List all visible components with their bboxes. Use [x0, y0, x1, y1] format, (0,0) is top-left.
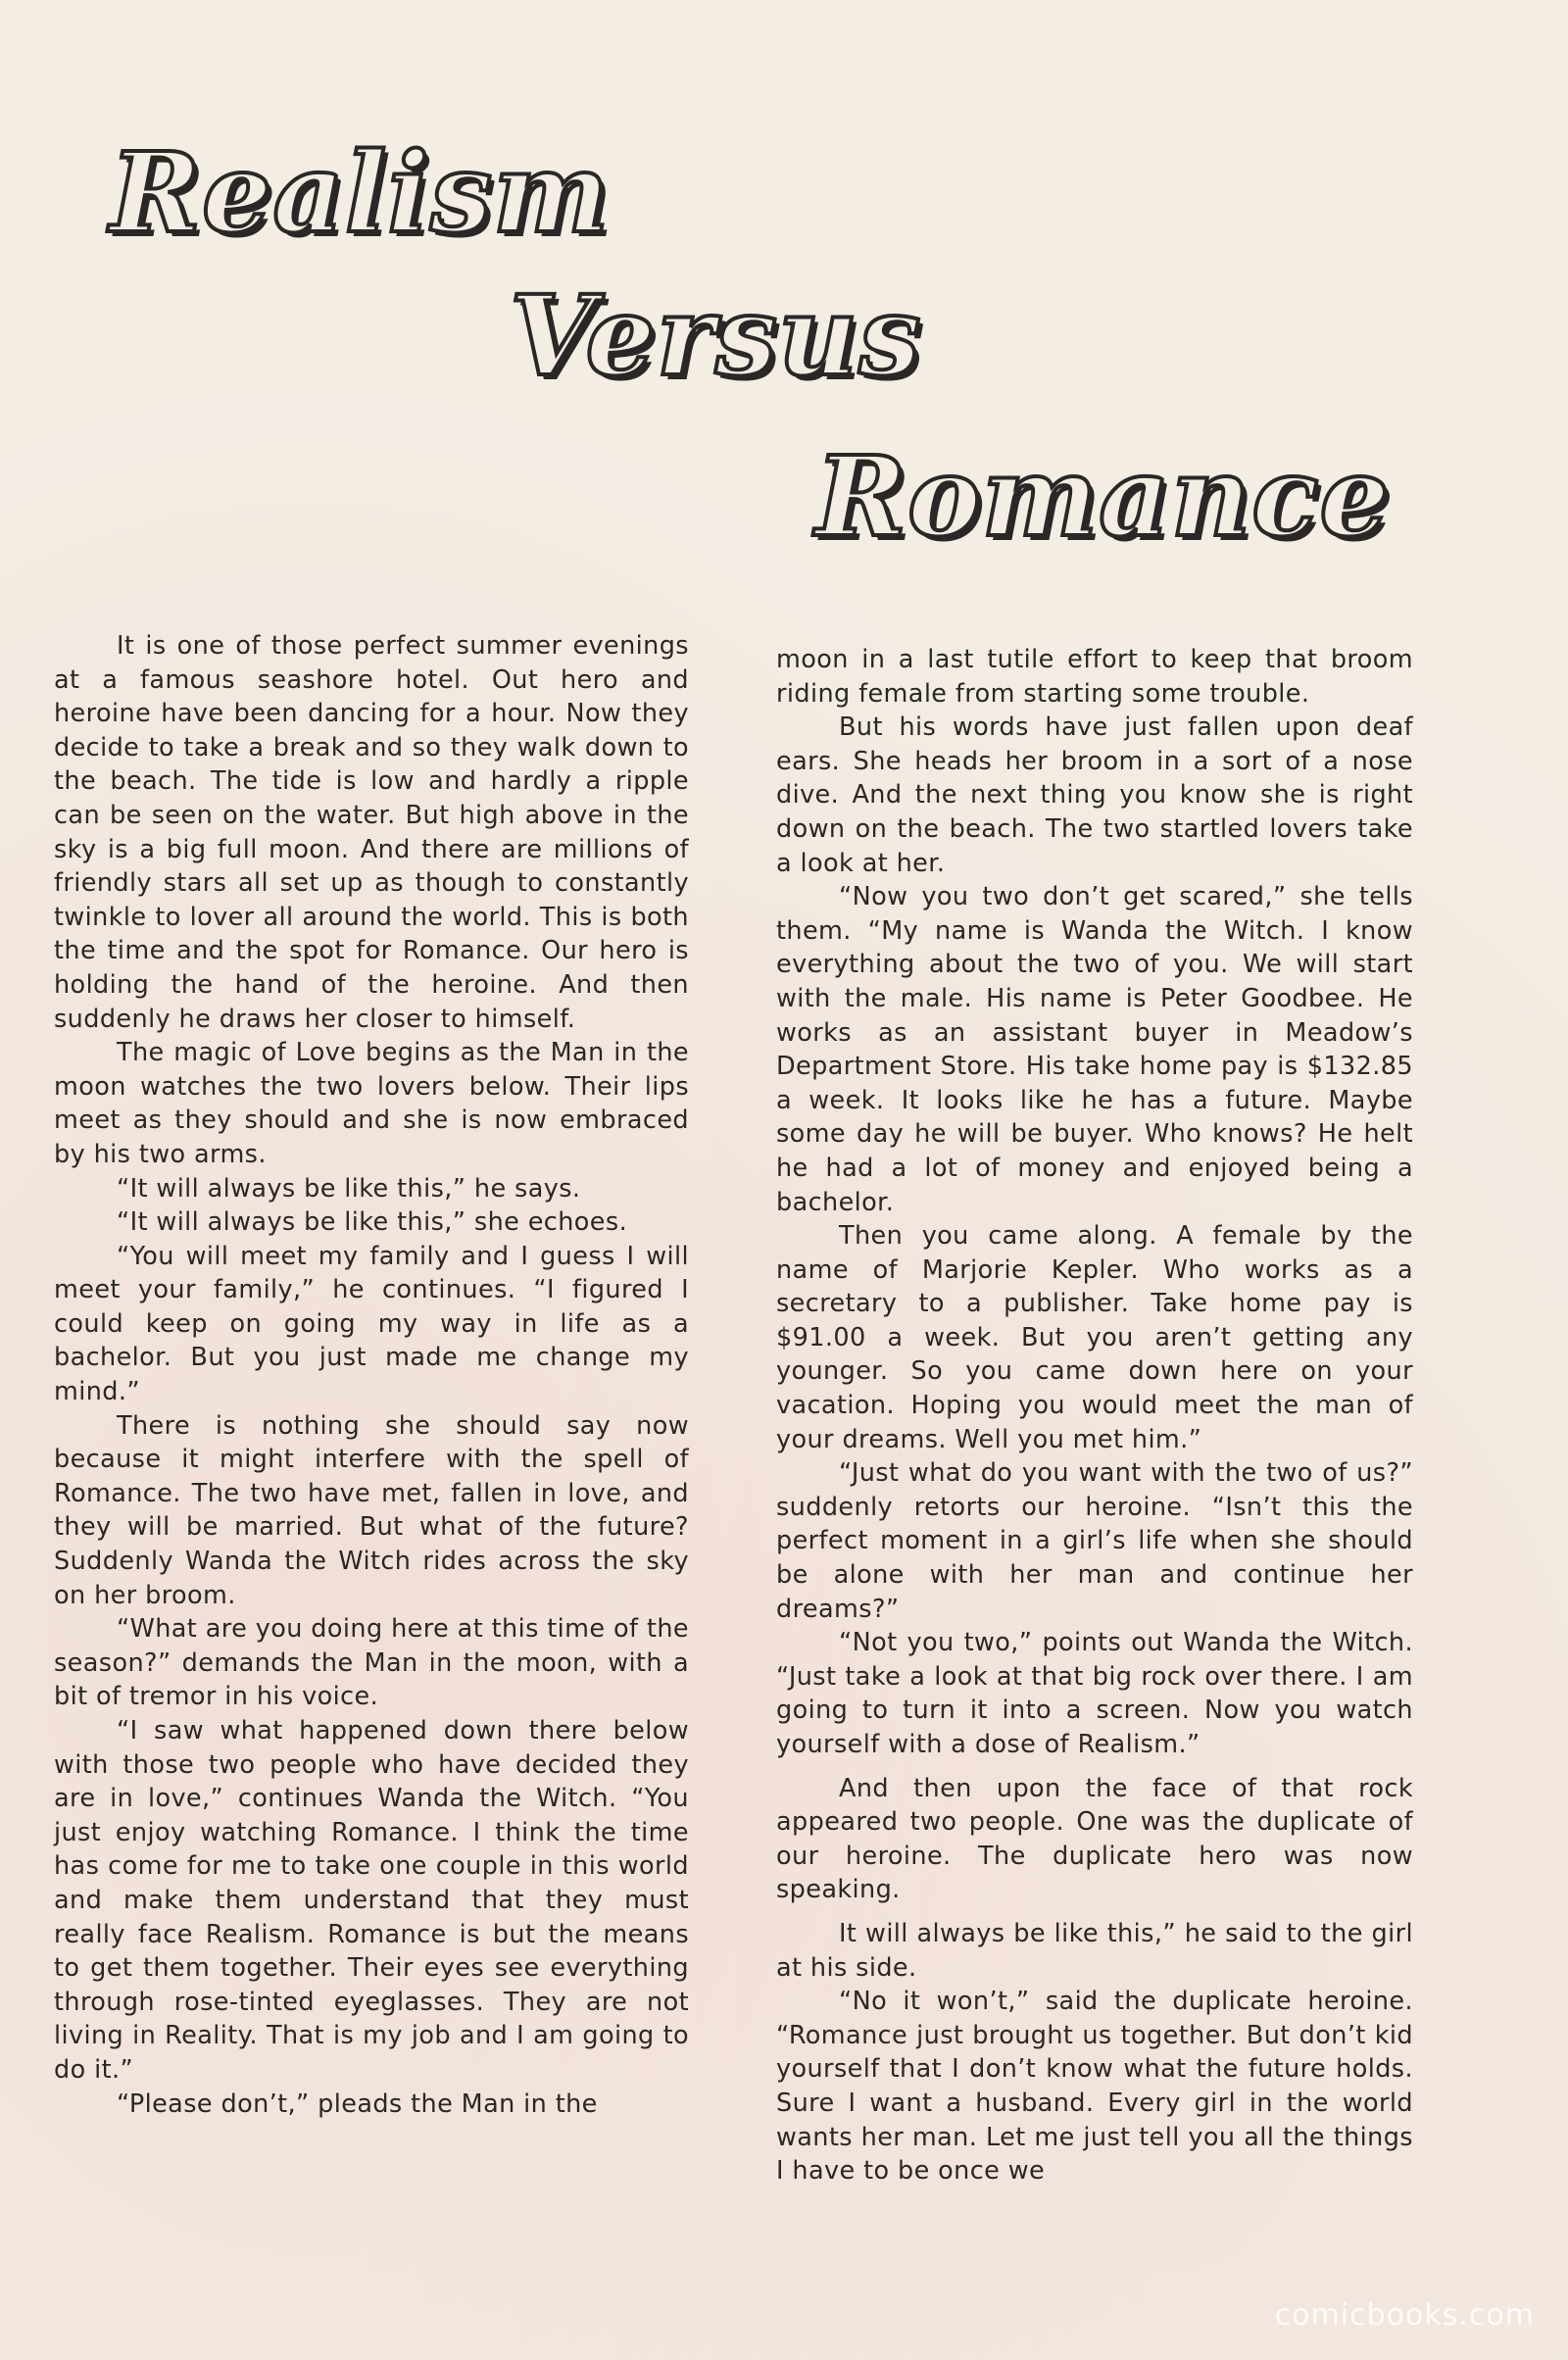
paragraph: “It will always be like this,” she echoes.: [117, 1207, 628, 1238]
paragraph: “Just what do you want with the two of us?” suddenly retorts our heroine. “Isn’t this the perfect moment in a girl’s life when she should be alone with her man and continue her dreams?”: [776, 1458, 1413, 1624]
paragraph: “Now you two don’t get scared,” she tells them. “My name is Wanda the Witch. I know everything about the two of you. We will start with the male. His name is Peter Goodbee. He works as an assistant buyer in Meadow’s Department Store. His take home pay is $132.85 a week. It looks like he has a future. Maybe some day he will be buyer. Who knows? He helt he had a lot of money and enjoyed being a bachelor.: [776, 882, 1413, 1217]
paragraph: It is one of those perfect summer evenings at a famous seashore hotel. Out hero and heroine have been dancing for a hour. Now they decide to take a break and so they walk down to the beach. The tide is low and hardly a ripple can be seen on the water. But high above in the sky is a big full moon. And there are millions of friendly stars all set up as though to constantly twinkle to lover all around the world. This is both the time and the spot for Romance. Our hero is holding the hand of the heroine. And then suddenly he draws her closer to himself.: [54, 631, 689, 1034]
watermark: comicbooks.com: [1274, 2298, 1535, 2333]
paragraph: “Not you two,” points out Wanda the Witch. “Just take a look at that big rock over there. I am going to turn it into a screen. Now you watch yourself with a dose of Realism.”: [776, 1628, 1413, 1759]
left-text-column: [54, 629, 689, 2121]
paragraph: “No it won’t,” said the duplicate heroine. “Romance just brought us together. But don’t kid yourself that I don’t know what the future holds. Sure I want a husband. Every girl in the world wants her man. Let me just tell you all the things I have to be once we: [776, 1987, 1413, 2187]
paragraph: There is nothing she should say now because it might interfere with the spell of Romance. The two have met, fallen in love, and they will be married. But what of the future? Suddenly Wanda the Witch rides across the sky on her broom.: [54, 1410, 689, 1610]
paragraph: “Please don’t,” pleads the Man in the: [117, 2089, 598, 2119]
title-line-realism: Realism: [110, 129, 611, 258]
paragraph: And then upon the face of that rock appeared two people. One was the duplicate of our heroine. The duplicate hero was now speaking.: [776, 1773, 1413, 1905]
paragraph: But his words have just fallen upon deaf ears. She heads her broom in a sort of a nose dive. And the next thing you know she is right down on the beach. The two startled lovers take a look at her.: [776, 713, 1413, 878]
paragraph: “It will always be like this,” he says.: [117, 1173, 581, 1204]
paragraph: Then you came along. A female by the name of Marjorie Kepler. Who works as a secretary to a publisher. Take home pay is $91.00 a week. But you aren’t getting any younger. So you came down here on your vacation. Hoping you would meet the man of your dreams. Well you met him.”: [776, 1221, 1413, 1454]
paragraph: “You will meet my family and I guess I will meet your family,” he continues. “I figured I could keep on going my way in life as a bachelor. But you just made me change my mind.”: [54, 1241, 689, 1407]
paragraph: moon in a last tutile effort to keep that broom riding female from starting some trouble.: [776, 645, 1413, 709]
right-text-column: [776, 643, 1413, 2188]
paragraph: “I saw what happened down there below with those two people who have decided they are in love,” continues Wanda the Witch. “You just enjoy watching Romance. I think the time has come for me to take one couple in this world and make them understand that they must really face Realism. Romance is but the means to get them together. Their eyes see everything through rose-tinted eyeglasses. They are not living in Reality. That is my job and I am going to do it.”: [54, 1716, 689, 2085]
paragraph: “What are you doing here at this time of the season?” demands the Man in the moon, with a bit of tremor in his voice.: [54, 1614, 689, 1712]
paragraph: It will always be like this,” he said to the girl at his side.: [776, 1918, 1413, 1983]
title-line-romance: Romance: [815, 433, 1391, 562]
title-line-versus: Versus: [510, 272, 922, 401]
paragraph: The magic of Love begins as the Man in the moon watches the two lovers below. Their lips meet as they should and she is now embraced by his two arms.: [54, 1038, 689, 1169]
